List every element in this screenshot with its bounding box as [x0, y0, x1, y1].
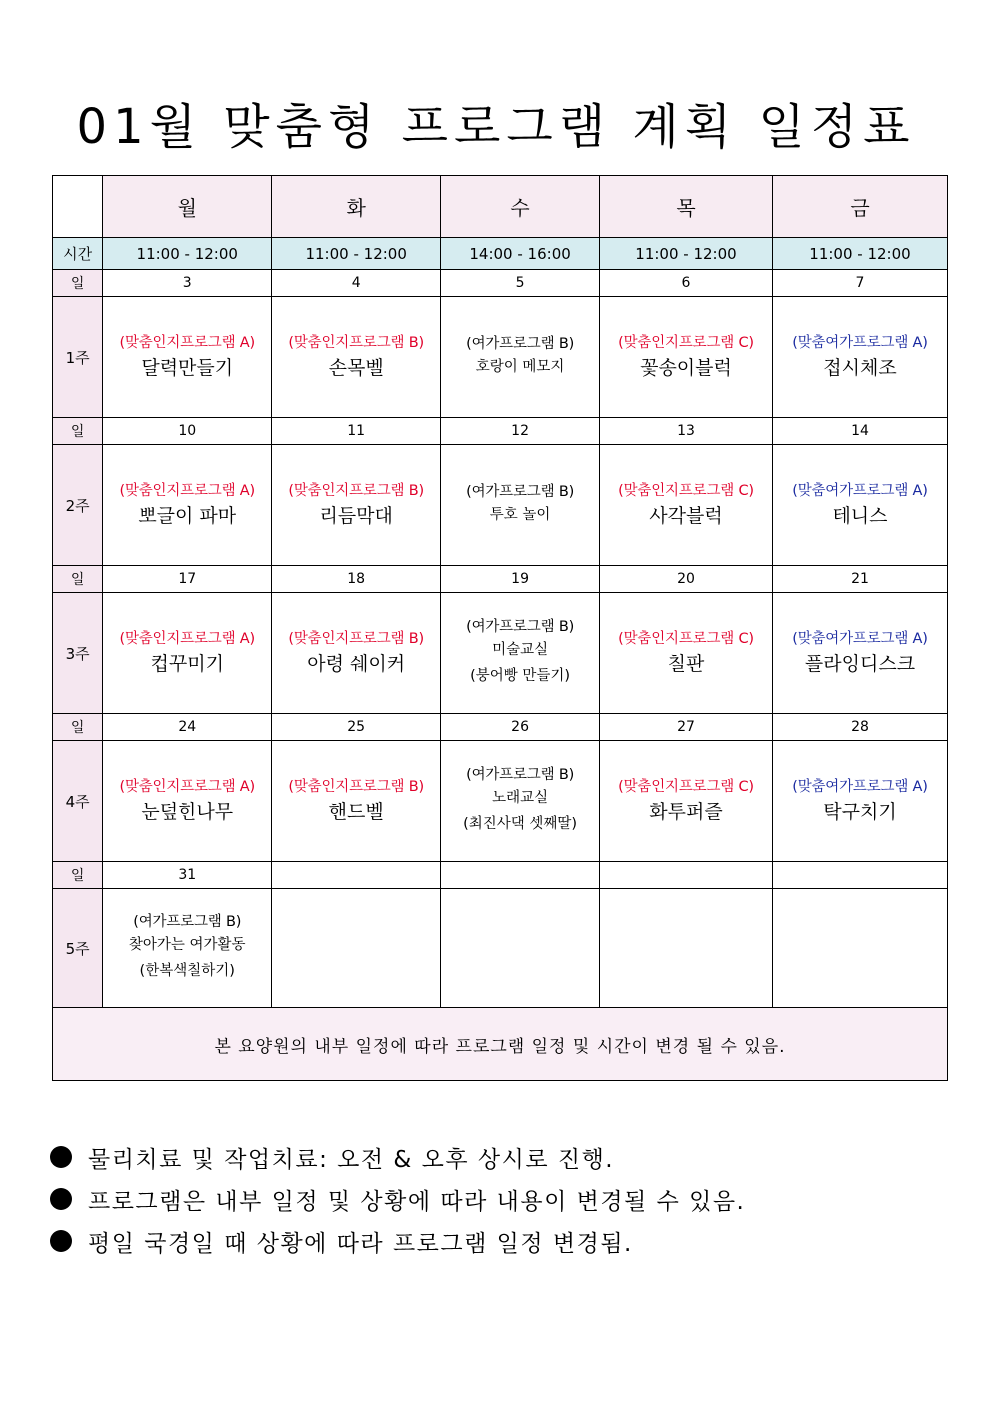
schedule-cell-wed: [441, 741, 600, 862]
date-cell-wed: 26: [441, 714, 600, 741]
week-row: [53, 445, 948, 566]
date-cell-thu: 13: [600, 418, 773, 445]
activity-name: 플라잉디스크: [804, 653, 916, 675]
schedule-cell-fri: [772, 297, 947, 418]
notice-item: [50, 1178, 950, 1220]
activity-name: 호랑이 메모지: [475, 359, 565, 375]
date-cell-fri: 28: [772, 714, 947, 741]
activity-name: 접시체조: [823, 357, 897, 379]
day-header-wed: 수: [441, 176, 600, 238]
program-type: (맞춤인지프로그램 C): [618, 335, 754, 351]
time-tue: 11:00 - 12:00: [272, 238, 441, 270]
date-row: [53, 270, 948, 297]
activity-name: 탁구치기: [823, 801, 897, 823]
date-row: [53, 418, 948, 445]
time-thu: 11:00 - 12:00: [600, 238, 773, 270]
date-cell-thu: 20: [600, 566, 773, 593]
date-cell-wed: 19: [441, 566, 600, 593]
notice-list: [50, 1136, 950, 1262]
notice-text: 물리치료 및 작업치료: 오전 & 오후 상시로 진행.: [88, 1146, 615, 1173]
date-cell-mon: 10: [103, 418, 272, 445]
date-cell-mon: 3: [103, 270, 272, 297]
date-cell-thu: [600, 862, 773, 889]
bullet-dot-icon: [50, 1146, 72, 1168]
date-label: 일: [53, 270, 103, 297]
activity-name: 달력만들기: [141, 357, 234, 379]
activity-name: 찾아가는 여가활동: [128, 937, 246, 953]
program-type: (맞춤인지프로그램 B): [288, 335, 424, 351]
date-cell-thu: 6: [600, 270, 773, 297]
time-row: [53, 238, 948, 270]
activity-note: (붕어빵 만들기): [470, 668, 571, 684]
week-row: [53, 297, 948, 418]
day-header-fri: 금: [772, 176, 947, 238]
date-cell-tue: 4: [272, 270, 441, 297]
time-fri: 11:00 - 12:00: [772, 238, 947, 270]
schedule-cell-tue: [272, 593, 441, 714]
program-type: (맞춤여가프로그램 A): [792, 335, 928, 351]
schedule-cell-mon: [103, 889, 272, 1008]
week-row: [53, 741, 948, 862]
activity-name: 사각블럭: [649, 505, 723, 527]
date-row: [53, 566, 948, 593]
activity-name: 컵꾸미기: [150, 653, 224, 675]
time-mon: 11:00 - 12:00: [103, 238, 272, 270]
schedule-cell-wed: [441, 297, 600, 418]
activity-name: 뽀글이 파마: [138, 505, 237, 527]
schedule-cell-wed: [441, 889, 600, 1008]
date-cell-mon: 31: [103, 862, 272, 889]
activity-name: 리듬막대: [319, 505, 393, 527]
program-type: (맞춤인지프로그램 C): [618, 631, 754, 647]
activity-name: 화투퍼즐: [649, 801, 723, 823]
program-type: (맞춤인지프로그램 C): [618, 779, 754, 795]
week-label: 4주: [53, 741, 103, 862]
time-label: 시간: [53, 238, 103, 270]
date-cell-wed: 12: [441, 418, 600, 445]
activity-name: 테니스: [832, 505, 888, 527]
corner-cell: [53, 176, 103, 238]
notice-text: 프로그램은 내부 일정 및 상황에 따라 내용이 변경될 수 있음.: [88, 1188, 746, 1215]
activity-note: (최진사댁 셋째딸): [463, 816, 578, 832]
schedule-cell-thu: [600, 297, 773, 418]
date-label: 일: [53, 862, 103, 889]
notice-text: 평일 국경일 때 상황에 따라 프로그램 일정 변경됨.: [88, 1230, 633, 1257]
schedule-cell-wed: [441, 445, 600, 566]
activity-name: 노래교실: [492, 790, 549, 806]
day-header-row: [53, 176, 948, 238]
schedule-cell-thu: [600, 445, 773, 566]
program-type: (맞춤인지프로그램 C): [618, 483, 754, 499]
schedule-cell-fri: [772, 889, 947, 1008]
activity-name: 눈덮힌나무: [141, 801, 234, 823]
date-cell-fri: 7: [772, 270, 947, 297]
program-type: (여가프로그램 B): [466, 336, 575, 352]
program-type: (맞춤인지프로그램 A): [119, 779, 255, 795]
week-label: 2주: [53, 445, 103, 566]
program-type: (맞춤인지프로그램 A): [119, 335, 255, 351]
activity-name: 칠판: [667, 653, 705, 675]
program-type: (여가프로그램 B): [466, 619, 575, 635]
program-type: (맞춤인지프로그램 B): [288, 483, 424, 499]
program-type: (여가프로그램 B): [466, 484, 575, 500]
schedule-cell-fri: [772, 741, 947, 862]
date-cell-tue: 18: [272, 566, 441, 593]
week-row: [53, 593, 948, 714]
schedule-cell-thu: [600, 741, 773, 862]
activity-name: 투호 놀이: [489, 507, 551, 523]
schedule-cell-mon: [103, 445, 272, 566]
date-cell-fri: 14: [772, 418, 947, 445]
date-cell-fri: [772, 862, 947, 889]
notice-item: [50, 1136, 950, 1178]
date-cell-mon: 24: [103, 714, 272, 741]
date-cell-wed: 5: [441, 270, 600, 297]
program-type: (여가프로그램 B): [466, 767, 575, 783]
date-cell-wed: [441, 862, 600, 889]
program-type: (맞춤인지프로그램 B): [288, 779, 424, 795]
table-note-row: [53, 1008, 948, 1081]
date-cell-tue: 25: [272, 714, 441, 741]
date-cell-tue: 11: [272, 418, 441, 445]
schedule-cell-tue: [272, 297, 441, 418]
date-row: [53, 714, 948, 741]
activity-name: 손목벨: [328, 357, 384, 379]
week-row: [53, 889, 948, 1008]
time-wed: 14:00 - 16:00: [441, 238, 600, 270]
week-label: 5주: [53, 889, 103, 1008]
week-label: 1주: [53, 297, 103, 418]
page-title: 01월 맞춤형 프로그램 계획 일정표: [76, 99, 916, 155]
program-type: (맞춤인지프로그램 A): [119, 483, 255, 499]
schedule-cell-tue: [272, 889, 441, 1008]
date-cell-mon: 17: [103, 566, 272, 593]
schedule-cell-tue: [272, 741, 441, 862]
schedule-cell-mon: [103, 741, 272, 862]
bullet-dot-icon: [50, 1188, 72, 1210]
activity-name: 아령 쉐이커: [307, 653, 406, 675]
bullet-dot-icon: [50, 1230, 72, 1252]
notice-item: [50, 1220, 950, 1262]
program-type: (맞춤여가프로그램 A): [792, 631, 928, 647]
schedule-cell-thu: [600, 889, 773, 1008]
day-header-tue: 화: [272, 176, 441, 238]
day-header-mon: 월: [103, 176, 272, 238]
activity-name: 미술교실: [492, 642, 549, 658]
schedule-cell-fri: [772, 593, 947, 714]
date-label: 일: [53, 566, 103, 593]
week-label: 3주: [53, 593, 103, 714]
date-label: 일: [53, 714, 103, 741]
schedule-cell-mon: [103, 297, 272, 418]
schedule-cell-tue: [272, 445, 441, 566]
date-cell-thu: 27: [600, 714, 773, 741]
schedule-cell-thu: [600, 593, 773, 714]
schedule-cell-mon: [103, 593, 272, 714]
program-type: (여가프로그램 B): [133, 914, 242, 930]
activity-name: 핸드벨: [328, 801, 384, 823]
date-cell-fri: 21: [772, 566, 947, 593]
day-header-thu: 목: [600, 176, 773, 238]
schedule-table: [52, 175, 948, 1081]
date-cell-tue: [272, 862, 441, 889]
date-row: [53, 862, 948, 889]
schedule-cell-wed: [441, 593, 600, 714]
program-type: (맞춤여가프로그램 A): [792, 779, 928, 795]
schedule-cell-fri: [772, 445, 947, 566]
activity-name: 꽃송이블럭: [640, 357, 732, 379]
program-type: (맞춤인지프로그램 A): [119, 631, 255, 647]
table-note: 본 요양원의 내부 일정에 따라 프로그램 일정 및 시간이 변경 될 수 있음.: [53, 1008, 948, 1081]
date-label: 일: [53, 418, 103, 445]
activity-note: (한복색칠하기): [139, 963, 235, 979]
program-type: (맞춤인지프로그램 B): [288, 631, 424, 647]
program-type: (맞춤여가프로그램 A): [792, 483, 928, 499]
